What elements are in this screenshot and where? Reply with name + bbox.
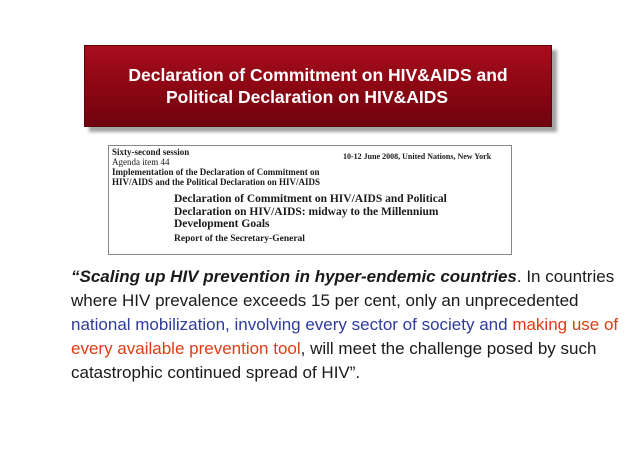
quote-text-1: . In countries where HIV prevalence exceeds 15 per cent, only an unprecedented bbox=[71, 267, 615, 310]
quote-text-2: , will meet the challenge posed by such catastrophic continued spread of HIV”. bbox=[71, 339, 597, 382]
session-info bbox=[112, 147, 320, 187]
quote-highlight-blue: national mobilization, involving every sector of society and bbox=[71, 315, 508, 334]
quote-highlight-orange: making use of every available prevention tool bbox=[71, 315, 619, 358]
report-excerpt bbox=[108, 145, 512, 255]
quote-paragraph bbox=[71, 265, 631, 385]
banner-title-line-1: Declaration of Commitment on HIV&AIDS and bbox=[128, 65, 508, 85]
session-label: Sixty-second session bbox=[112, 147, 190, 157]
title-banner bbox=[84, 45, 552, 127]
banner-title-line-2: Political Declaration on HIV&AIDS bbox=[166, 87, 448, 107]
quote-lead: “Scaling up HIV prevention in hyper-endemic countries bbox=[71, 267, 517, 286]
report-author: Report of the Secretary-General bbox=[174, 234, 305, 244]
implementation-line-2: HIV/AIDS and the Political Declaration on HIV/AIDS bbox=[112, 177, 321, 187]
report-title: Declaration of Commitment on HIV/AIDS and Political Declaration on HIV/AIDS: midway to the Millennium Development Goals bbox=[174, 193, 447, 230]
meeting-info: 10-12 June 2008, United Nations, New York bbox=[343, 152, 492, 161]
agenda-item: Agenda item 44 bbox=[112, 157, 170, 167]
implementation-line-1: Implementation of the Declaration of Commitment on bbox=[112, 167, 320, 177]
